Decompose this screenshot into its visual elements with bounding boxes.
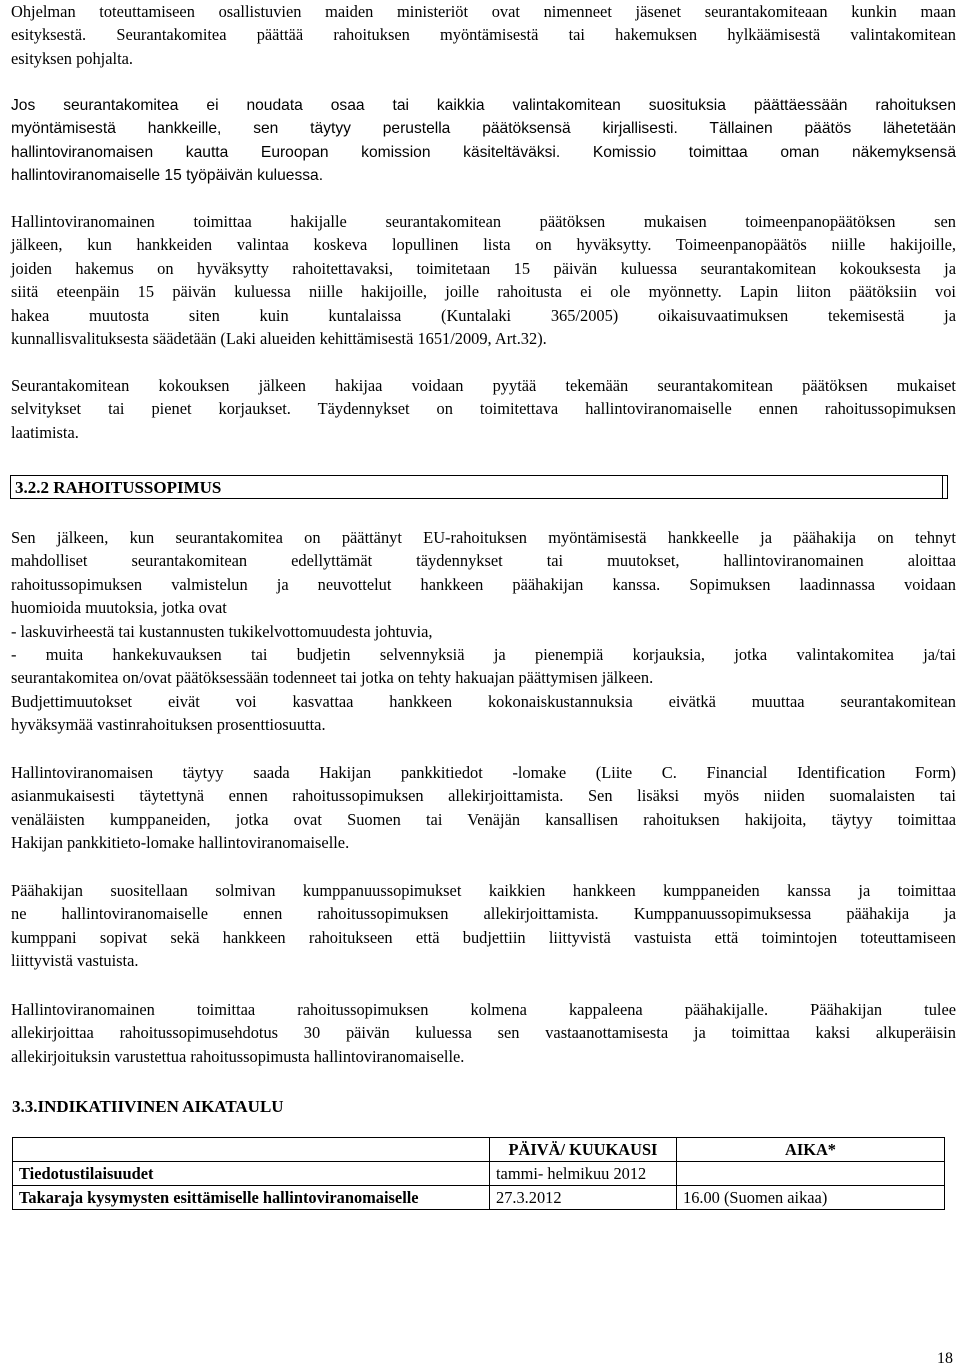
- text-line: Päähakijan suositellaan solmivan kumppanuussopimukset kaikkien hankkeen kumppaneiden kanssa ja toimittaa: [11, 881, 956, 900]
- text-line: Ohjelman toteuttamiseen osallistuvien maiden ministeriöt ovat nimenneet jäsenet seurantakomiteaan kunkin maan: [11, 2, 956, 21]
- text-line: selvitykset tai pienet korjaukset. Täydennykset on toimitettava hallintoviranomaiselle ennen rahoitussopimuksen: [11, 399, 956, 419]
- page-number: 18: [937, 1350, 953, 1367]
- table-cell-event: Tiedotustilaisuudet: [13, 1162, 490, 1186]
- table-header-time: AIKA*: [677, 1138, 945, 1162]
- text-line: rahoitussopimuksen valmistelun ja neuvottelut hankkeen päähakijan kanssa. Sopimuksen laadinnassa voidaan: [11, 574, 956, 594]
- text-line: Budjettimuutokset eivät voi kasvattaa hankkeen kokonaiskustannuksia eivätkä muuttaa seurantakomitean: [11, 691, 956, 711]
- section-heading-rahoitussopimus: 3.2.2 RAHOITUSSOPIMUS: [15, 478, 222, 497]
- table-cell-date: tammi- helmikuu 2012: [490, 1162, 677, 1186]
- table-header-date: PÄIVÄ/ KUUKAUSI: [490, 1138, 677, 1162]
- text-line: venäläisten kumppaneiden, jotka ovat Suomen tai Venäjän kansallisen rahoituksen hakijoita, täytyy toimittaa: [11, 809, 956, 829]
- text-line: liittyvistä vastuista.: [11, 951, 139, 971]
- table-header-cell-empty: [13, 1138, 490, 1162]
- text-line: mahdolliset seurantakomitean edellyttämät täydennykset tai muutokset, hallintoviranomainen aloittaa: [11, 551, 956, 571]
- paragraph-funding-agreement: [11, 526, 956, 737]
- text-line: esityksen pohjalta.: [11, 48, 133, 68]
- text-line: kumppani sopivat sekä hankkeen rahoitukseen että budjettiin liittyvistä vastuista että toimintojen toteuttamiseen: [11, 927, 956, 947]
- paragraph-clarifications: [11, 374, 956, 444]
- text-line: siitä eteenpäin 15 päivän kuluessa niille hakijoille, joille rahoitusta ei ole myönnetty. Lapin liiton päätöksiin voi: [11, 282, 956, 302]
- paragraph-implementation-decision: [11, 210, 956, 350]
- text-line: Sen jälkeen, kun seurantakomitea on päättänyt EU-rahoituksen myöntämisestä hankkeelle ja päähakija on tehnyt: [11, 528, 956, 547]
- text-line: Hakijan pankkitieto-lomake hallintoviranomaiselle.: [11, 833, 350, 853]
- text-line: huomioida muutoksia, jotka ovat: [11, 598, 227, 618]
- text-line: hallintoviranomaiselle 15 työpäivän kuluessa.: [11, 167, 324, 185]
- text-line: laatimista.: [11, 422, 79, 442]
- table-header-row: [13, 1138, 945, 1162]
- table-cell-time: [677, 1162, 945, 1186]
- text-line: hakea muutosta siten kuin kuntalaissa (Kuntalaki 365/2005) oikaisuvaatimuksen tekemisestä ja: [11, 305, 956, 325]
- text-line: ne hallintoviranomaiselle ennen rahoitussopimuksen allekirjoittamista. Kumppanuussopimuksessa päähakija ja: [11, 904, 956, 924]
- text-line: allekirjoittaa rahoitussopimusehdotus 30 päivän kuluessa sen vastaanottamisesta ja toimittaa kaksi alkuperäisin: [11, 1023, 956, 1043]
- text-line: hallintoviranomaisen kautta Euroopan komission käsiteltäväksi. Komissio toimittaa oman näkemyksensä: [11, 143, 956, 161]
- text-line: myöntämisestä hankkeille, sen täytyy perustella päätöksensä kirjallisesti. Tällainen päätös lähetetään: [11, 120, 956, 138]
- paragraph-bank-details: [11, 761, 956, 855]
- schedule-table: [12, 1137, 945, 1210]
- paragraph-ministries: [11, 0, 956, 70]
- text-line: esityksestä. Seurantakomitea päättää rahoituksen myöntämisestä tai hakemuksen hylkäämisestä valintakomitean: [11, 25, 956, 45]
- table-cell-time: 16.00 (Suomen aikaa): [677, 1186, 945, 1210]
- paragraph-monitoring-committee-decision: [11, 94, 956, 188]
- text-line: Hallintoviranomaisen täytyy saada Hakijan pankkitiedot -lomake (Liite C. Financial Identification Form): [11, 763, 956, 782]
- paragraph-signing: [11, 998, 956, 1068]
- text-line: Hallintoviranomainen toimittaa hakijalle seurantakomitean päätöksen mukaisen toimeenpanopäätöksen sen: [11, 212, 956, 231]
- text-line: jälkeen, kun hankkeiden valintaa koskeva lopullinen lista on hyväksytty. Toimeenpanopäätös niille hakijoille,: [11, 235, 956, 255]
- text-line: seurantakomitea on/ovat päätöksessään todenneet tai jotka on tehty hakuajan päättymisen jälkeen.: [11, 668, 654, 688]
- text-line: joiden hakemus on hyväksytty rahoitettavaksi, toimitetaan 15 päivän kuluessa seurantakomitean kokouksesta ja: [11, 258, 956, 278]
- table-row: [13, 1162, 945, 1186]
- text-line: hyväksymää vastinrahoituksen prosenttiosuutta.: [11, 715, 326, 735]
- text-line: Hallintoviranomainen toimittaa rahoitussopimuksen kolmena kappaleena päähakijalle. Päähakijan tulee: [11, 1000, 956, 1019]
- text-line: kunnallisvalituksesta säädetään (Laki alueiden kehittämisestä 1651/2009, Art.32).: [11, 329, 547, 349]
- table-row: [13, 1186, 945, 1210]
- table-cell-event: Takaraja kysymysten esittämiselle hallintoviranomaiselle: [13, 1186, 490, 1210]
- section-heading-schedule: 3.3.INDIKATIIVINEN AIKATAULU: [12, 1097, 284, 1116]
- paragraph-partnership-agreements: [11, 879, 956, 973]
- text-line: - muita hankekuvauksen tai budjetin selvennyksiä ja pienempiä korjauksia, jotka valintakomitea ja/tai: [11, 645, 956, 665]
- text-line: Jos seurantakomitea ei noudata osaa tai kaikkia valintakomitean suosituksia päättäessään rahoituksen: [11, 97, 956, 114]
- table-cell-date: 27.3.2012: [490, 1186, 677, 1210]
- text-line: Seurantakomitean kokouksen jälkeen hakijaa voidaan pyytää tekemään seurantakomitean päätöksen mukaiset: [11, 376, 956, 395]
- text-line: allekirjoituksin varustettua rahoitussopimusta hallintoviranomaiselle.: [11, 1046, 465, 1066]
- text-line: - laskuvirheestä tai kustannusten tukikelvottomuudesta johtuvia,: [11, 621, 433, 641]
- section-heading-box: [10, 475, 948, 499]
- text-line: asianmukaisesti täytettynä ennen rahoitussopimuksen allekirjoittamista. Sen lisäksi myös niiden suomalaisten tai: [11, 786, 956, 806]
